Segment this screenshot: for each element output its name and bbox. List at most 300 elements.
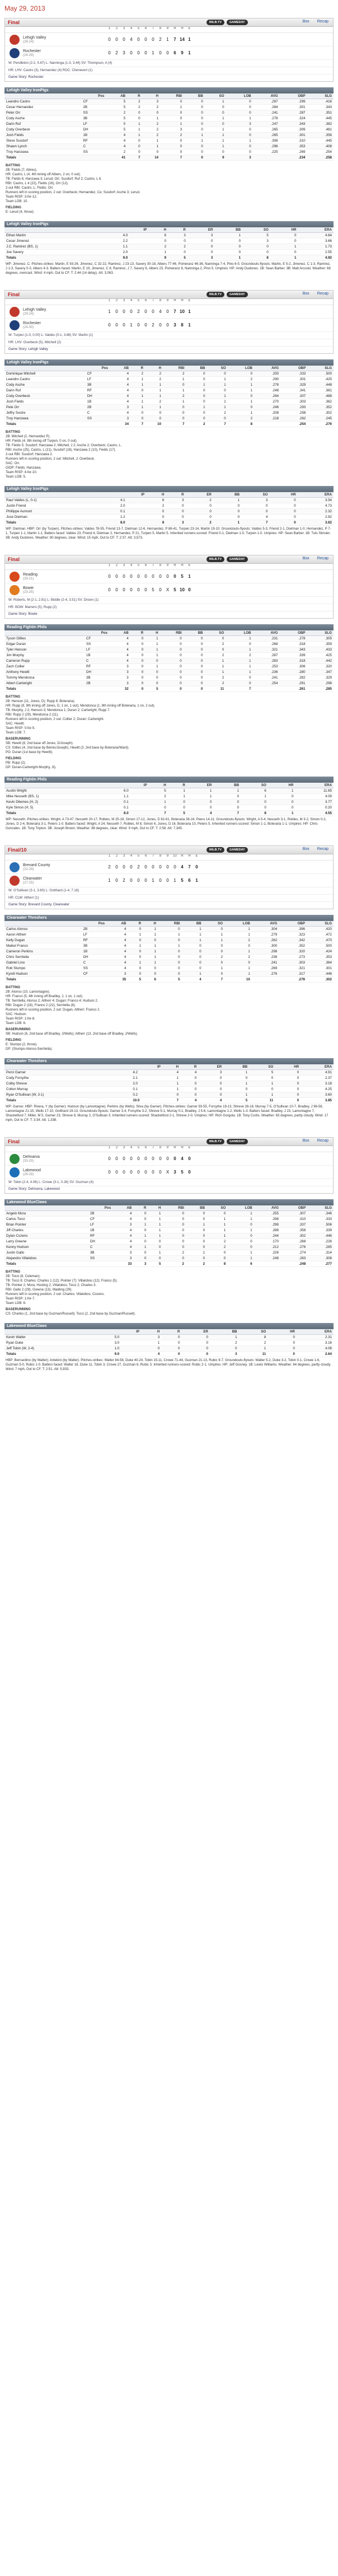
player-name-link[interactable]: Perci Garner	[4, 1070, 131, 1076]
stat-cell: 0	[130, 664, 145, 670]
stat-cell: .253	[253, 664, 280, 670]
stat-cell: 0	[162, 1217, 185, 1222]
player-name-link[interactable]: Troy Hanzawa	[4, 149, 82, 155]
stat-cell: 0	[184, 670, 205, 675]
column-header: OBP	[279, 921, 307, 927]
game-story-link[interactable]: Game Story: Bowie	[8, 613, 37, 616]
column-header: R	[133, 1205, 148, 1211]
stat-cell: 0	[205, 647, 226, 653]
team-name-text[interactable]: Rochester	[23, 49, 41, 53]
stat-cell: 1	[148, 1211, 162, 1217]
pitching-grid	[4, 1064, 334, 1104]
stat-cell: .310	[280, 138, 307, 144]
totals-cell: 1	[270, 255, 298, 261]
team-name-text[interactable]: Lehigh Valley	[23, 35, 46, 40]
player-name-link[interactable]: Kyrell Hudson	[4, 971, 82, 977]
inning-cell: 0	[137, 878, 140, 883]
player-name-link[interactable]: Gabriel Lino	[4, 960, 82, 966]
media-button[interactable]: GAMEDAY	[227, 557, 248, 562]
inning-cell: 0	[130, 878, 133, 883]
scoreboard-header	[5, 18, 333, 27]
player-name-link[interactable]: Ryan O'Sullivan (W, 3-1)	[4, 1092, 131, 1098]
inning-label: 5	[137, 299, 140, 302]
stat-cell: LF	[86, 377, 110, 382]
player-name-link[interactable]: Raul Valdes (L, 0-1)	[4, 498, 119, 503]
stat-cell: CF	[82, 971, 106, 977]
media-button[interactable]: MiLB.TV	[206, 847, 224, 853]
totals-cell: 7	[203, 977, 224, 983]
media-button[interactable]: GAMEDAY	[227, 20, 248, 25]
games-list	[4, 18, 334, 1374]
batting-table	[4, 359, 334, 427]
table-row	[4, 503, 334, 509]
team-name[interactable]	[20, 308, 106, 316]
player-name-link[interactable]: Kevin Ditemes (H, 2)	[4, 800, 122, 805]
team-name-text[interactable]: Clearwater	[23, 876, 42, 881]
stat-cell: 1	[227, 1228, 254, 1233]
total-cell: 0	[173, 574, 176, 579]
stat-cell: 4	[106, 960, 128, 966]
stat-cell: 2	[145, 377, 163, 382]
stat-cell: 2	[205, 642, 226, 647]
totals-cell: 9.0	[113, 1352, 142, 1357]
media-button[interactable]: MiLB.TV	[206, 557, 224, 562]
inning-cell: 0	[144, 864, 147, 869]
media-button[interactable]: GAMEDAY	[227, 1139, 248, 1144]
stat-cell: 4	[106, 144, 127, 149]
column-header: BB	[186, 1205, 206, 1211]
game-story-link[interactable]: Game Story: Brevard County, Clearwater	[8, 903, 69, 906]
team-name-text[interactable]: Delmarva	[23, 1154, 40, 1159]
totals-cell: 5	[168, 811, 187, 816]
stat-cell: 1	[187, 794, 214, 800]
stat-cell: .262	[252, 938, 279, 943]
team-logo-icon	[10, 585, 20, 595]
notes-line: Runners left in scoring position, 2 out: Dugan, Altherr; Franco 2.	[6, 1008, 101, 1012]
team-name-text[interactable]: Lakewood	[23, 1168, 41, 1172]
stat-cell: 1	[145, 647, 159, 653]
player-name-link[interactable]: Colton Murray	[4, 1087, 131, 1092]
team-name-text[interactable]: Reading	[23, 572, 38, 577]
stat-cell: .290	[254, 377, 280, 382]
game-story-link[interactable]: Game Story: Lehigh Valley	[8, 348, 48, 351]
team-name[interactable]	[20, 573, 106, 581]
notes-line: SB: Hudson (6, 2nd base off Bradley, J/Wells); Altherr (13, 2nd base off Bradley, J/Wells).	[6, 1032, 138, 1036]
stat-cell: 0	[226, 99, 253, 105]
inning-label: 6	[144, 299, 147, 302]
pitching-team-title: Lakewood BlueClaws	[4, 1323, 334, 1329]
player-name-link[interactable]: Steve Susdorf	[4, 138, 82, 144]
media-button[interactable]: MiLB.TV	[206, 20, 224, 25]
player-name-link[interactable]: Kenny Hudson	[4, 1245, 88, 1250]
stat-cell: .339	[307, 1228, 334, 1233]
totals-cell: 1	[214, 255, 242, 261]
stat-cell: 0	[269, 503, 297, 509]
game-story-link[interactable]: Game Story: Rochester	[8, 76, 44, 79]
player-name-link[interactable]: Ethan Martin	[4, 233, 121, 239]
totals-cell: 3	[226, 155, 253, 161]
player-name-link[interactable]: Pete Orr	[4, 405, 86, 410]
table-row	[4, 1228, 334, 1233]
player-name-link[interactable]: Tyson Gillies	[4, 636, 84, 642]
stat-cell: .472	[307, 932, 334, 938]
game-link-box[interactable]: Box	[302, 1139, 309, 1143]
stat-cell: 1	[133, 1245, 148, 1250]
stat-cell: 0	[186, 1217, 206, 1222]
table-row	[4, 932, 334, 938]
player-name-link[interactable]: Justin Friend	[4, 503, 119, 509]
inning-cell: 0	[152, 309, 154, 314]
team-name[interactable]	[20, 877, 106, 885]
player-name-link[interactable]: Jeff Tobin (W, 2-4)	[4, 1346, 113, 1352]
stat-cell: 0	[128, 955, 143, 960]
column-header	[4, 1205, 88, 1211]
player-name-link[interactable]: Austin Wright	[4, 788, 122, 794]
player-name-link[interactable]: Joe Savery	[4, 250, 121, 255]
stat-cell: 4.06	[297, 1346, 334, 1352]
game-story-link[interactable]: Game Story: Delmarva, Lakewood	[8, 1188, 60, 1191]
stat-cell: 1	[182, 938, 203, 943]
inning-cell: 1	[130, 322, 133, 328]
stat-cell: 6	[241, 788, 268, 794]
stat-cell: 1	[206, 1217, 227, 1222]
stat-cell: 0	[269, 509, 297, 515]
stat-cell: 0	[226, 133, 253, 138]
total-cell: 1	[188, 322, 191, 328]
inning-cell: 0	[137, 50, 140, 55]
scoreboard-header	[5, 555, 333, 564]
player-name-link[interactable]: Dominique Mitchell	[4, 371, 86, 377]
stat-cell: RF	[88, 1233, 112, 1239]
player-name-link[interactable]: Carlos Tocci	[4, 1217, 88, 1222]
player-name-link[interactable]: Jeffry Sostre	[4, 410, 86, 416]
linescore-row	[5, 33, 333, 46]
game-link-recap[interactable]: Recap	[317, 557, 328, 560]
table-row	[4, 636, 334, 642]
stat-cell: 1	[148, 1250, 162, 1256]
media-button[interactable]: GAMEDAY	[227, 847, 248, 853]
stat-cell: 0	[166, 515, 185, 520]
stat-cell: 2	[205, 681, 226, 686]
column-header: H	[145, 630, 159, 636]
column-header: HR	[270, 227, 298, 233]
stat-cell: 5	[242, 233, 270, 239]
player-name-link[interactable]: Zach Collier	[4, 664, 84, 670]
pitcher-decisions: W: Pendleton (2-2, 5.67) L: Nanninga (1-3, 3.44) SV: Thompson, A (4)	[5, 60, 333, 67]
inning-cell: 0	[166, 574, 169, 579]
stat-cell: 4	[109, 636, 130, 642]
player-name-link[interactable]: Phillippe Aumont	[4, 509, 119, 515]
notes-line: SB: Hewitt (8, 2nd base off Jones, D/Joseph).	[6, 742, 74, 745]
totals-cell	[84, 686, 109, 692]
inning-label: 3	[123, 27, 125, 30]
stat-cell: 0	[160, 647, 184, 653]
stat-cell: 0	[187, 244, 215, 250]
stat-cell: .320	[307, 664, 334, 670]
column-header: ER	[186, 492, 213, 498]
stat-cell: 0	[130, 681, 145, 686]
team-record: (33-20)	[23, 1159, 34, 1163]
player-name-link[interactable]: Edgar Duran	[4, 642, 84, 647]
player-name-link[interactable]: Maikel Franco	[4, 943, 82, 949]
player-name-link[interactable]: Mike Nesseth (BS, 1)	[4, 794, 122, 800]
notes-line: 2-out RBI: Susdorf; Hanzawa 2.	[6, 453, 53, 456]
inning-label: 4	[130, 27, 133, 30]
stat-cell: DH	[88, 1239, 112, 1245]
player-name-link[interactable]: Cody Forsythe	[4, 1076, 131, 1081]
table-row	[4, 394, 334, 399]
stat-cell: 2	[239, 1340, 268, 1346]
player-name-link[interactable]: Cody Overbeck	[4, 394, 86, 399]
stat-cell: 1	[130, 382, 145, 388]
player-name-link[interactable]: J.C. Ramirez (BS, 1)	[4, 244, 121, 250]
game-link-recap[interactable]: Recap	[317, 20, 328, 24]
inning-cell: 1	[166, 37, 169, 42]
stat-cell: 3	[142, 99, 161, 105]
player-name-link[interactable]: Angelo Mora	[4, 1211, 88, 1217]
stat-cell: 0	[267, 1335, 297, 1340]
media-button[interactable]: GAMEDAY	[227, 292, 248, 297]
team-name[interactable]	[20, 36, 106, 44]
stat-cell: .353	[280, 144, 307, 149]
total-cell: 0	[195, 864, 198, 869]
total-cell: 1	[188, 50, 191, 55]
column-header: SO	[206, 1205, 227, 1211]
game-link-recap[interactable]: Recap	[317, 847, 328, 851]
inning-label: 5	[137, 27, 140, 30]
stat-cell: 0	[203, 949, 224, 955]
stat-cell: 3	[112, 1256, 133, 1261]
header-row	[4, 1064, 334, 1070]
stat-cell: 2.2	[121, 239, 149, 244]
stat-cell: 4	[112, 1211, 133, 1217]
total-cell: 7	[173, 309, 176, 314]
team-name[interactable]	[20, 1155, 106, 1163]
stat-cell: 3	[109, 681, 130, 686]
stat-cell: .248	[254, 1256, 280, 1261]
stat-cell: 0	[269, 515, 297, 520]
table-row	[4, 943, 334, 949]
totals-cell: 2	[186, 520, 213, 526]
table-row	[4, 658, 334, 664]
total-cell: 1	[188, 574, 191, 579]
totals-cell: 0	[181, 1352, 210, 1357]
player-name-link[interactable]: Cesar Hernandez	[4, 105, 82, 110]
stat-cell: 0	[184, 144, 205, 149]
stat-cell: 2	[224, 938, 252, 943]
player-name-link[interactable]: Jose Dietman	[4, 515, 119, 520]
table-row	[4, 938, 334, 943]
stat-cell: 3	[166, 498, 185, 503]
team-name-text[interactable]: Brevard County	[23, 863, 50, 867]
totals-cell: .276	[307, 422, 334, 427]
inning-label: E	[188, 564, 191, 567]
player-name-link[interactable]: Larry Greene	[4, 1239, 88, 1245]
player-name-link[interactable]: Darin Ruf	[4, 121, 82, 127]
game-link-recap[interactable]: Recap	[317, 1139, 328, 1143]
column-header: SO	[249, 1064, 275, 1070]
player-name-link[interactable]: Chris Serritella	[4, 955, 82, 960]
inning-cell: 0	[108, 1170, 111, 1175]
stat-cell: 4	[110, 388, 130, 394]
stat-cell: 1.1	[121, 244, 149, 250]
stat-cell: .270	[254, 399, 280, 405]
stat-cell: 0	[275, 1081, 301, 1087]
player-name-link[interactable]: Kyle Simon (H, 5)	[4, 805, 122, 811]
notes-line: 2B: Tocci (8, Coleman).	[6, 1275, 41, 1278]
inning-cell: 4	[159, 309, 162, 314]
inning-label: 1	[108, 1146, 111, 1149]
player-name-link[interactable]: Rob Stumpo	[4, 966, 82, 971]
media-button[interactable]: MiLB.TV	[206, 1139, 224, 1144]
notes-line: Runners left in scoring position, 2 out: Collier 2; Duran; Cartwright.	[6, 718, 105, 721]
inning-label: H	[181, 299, 184, 302]
team-name[interactable]	[20, 49, 106, 57]
table-row	[4, 116, 334, 121]
stat-cell: 2B	[82, 927, 106, 932]
stat-cell: 4	[180, 1070, 198, 1076]
team-name-text[interactable]: Bowie	[23, 586, 34, 590]
notes-line: Team LOB: 6.	[6, 1022, 26, 1025]
column-header: RBI	[160, 93, 184, 99]
player-name-link[interactable]: Tyler Henson	[4, 647, 84, 653]
stat-cell: 1	[182, 932, 203, 938]
game-link-box[interactable]: Box	[302, 847, 309, 851]
total-cell: 1	[188, 309, 191, 314]
notes-line: TB: Serritella; Alonso 2; Altherr 4; Dugan; Franco 4; Hudson 2.	[6, 999, 98, 1003]
player-name-link[interactable]: Tommy Mendonca	[4, 675, 84, 681]
stat-cell: 0	[186, 515, 213, 520]
totals-cell: 7	[163, 422, 186, 427]
totals-cell: 32	[109, 686, 130, 692]
stat-cell: .287	[280, 110, 307, 116]
stat-cell: 3	[109, 664, 130, 670]
pitching-grid	[4, 1329, 334, 1357]
game-link-box[interactable]: Box	[302, 292, 309, 296]
player-name-link[interactable]: Aaron Altherr	[4, 932, 82, 938]
notes-line: TB: Fields 5; Susdorf; Hanzawa 2; Mitchell, J 2; Asche 2; Overbeck; Castro, L.	[6, 444, 122, 447]
player-name-link[interactable]: Cameron Perkins	[4, 949, 82, 955]
notes-line: DP: (Stumpo-Alonso-Serritella).	[6, 1048, 53, 1051]
team-name-text[interactable]: Lehigh Valley	[23, 307, 46, 312]
column-header: BB	[182, 921, 203, 927]
stat-cell: 0	[227, 1233, 254, 1239]
player-name-link[interactable]: Cesar Jimenez	[4, 239, 121, 244]
player-name-link[interactable]: Leandro Castro	[4, 377, 86, 382]
player-name-link[interactable]: Cody Overbeck	[4, 127, 82, 133]
team-name-text[interactable]: Rochester	[23, 321, 41, 325]
player-name-link[interactable]: Leandro Castro	[4, 99, 82, 105]
stat-cell: .236	[253, 670, 280, 675]
stat-cell: .236	[252, 955, 279, 960]
player-name-link[interactable]: Darin Ruf	[4, 388, 86, 394]
column-header	[4, 227, 121, 233]
player-name-link[interactable]: Jim Murphy	[4, 653, 84, 658]
media-button[interactable]: MiLB.TV	[206, 292, 224, 297]
inning-cell: 0	[108, 50, 111, 55]
player-name-link[interactable]: Shawn Lynch	[4, 144, 82, 149]
stat-cell: 3.66	[298, 239, 334, 244]
player-name-link[interactable]: Cameron Rupp	[4, 658, 84, 664]
stat-cell: 3	[112, 1250, 133, 1256]
player-name-link[interactable]: Alejandro Villalobos	[4, 1256, 88, 1261]
stat-cell: 2B	[86, 405, 110, 410]
player-name-link[interactable]: Troy Hanzawa	[4, 416, 86, 422]
column-header: LOB	[226, 93, 253, 99]
player-name-link[interactable]: Justin Gallo	[4, 1250, 88, 1256]
game-link-box[interactable]: Box	[302, 20, 309, 24]
player-name-link[interactable]: Dylan Cozens	[4, 1233, 88, 1239]
inning-cell: 0	[166, 322, 169, 328]
stat-cell: 0	[198, 1087, 223, 1092]
stat-cell: 0	[130, 642, 145, 647]
player-name-link[interactable]: Carlos Alonso	[4, 927, 82, 932]
game-link-box[interactable]: Box	[302, 557, 309, 560]
inning-label: 2	[115, 27, 118, 30]
stat-cell: 0	[166, 503, 185, 509]
stat-cell: SS	[82, 966, 106, 971]
stat-cell: 0	[213, 503, 241, 509]
game-link-recap[interactable]: Recap	[317, 292, 328, 296]
stat-cell: 0	[268, 805, 295, 811]
stat-cell: 2	[106, 110, 127, 116]
media-buttons	[206, 1139, 248, 1144]
player-name-link[interactable]: Kelly Dugan	[4, 938, 82, 943]
stat-cell: 2	[206, 1245, 227, 1250]
player-name-link[interactable]: Josh Fields	[4, 399, 86, 405]
player-name-link[interactable]: Ryan Duke	[4, 1340, 113, 1346]
column-header: SO	[239, 1329, 268, 1335]
player-name-link[interactable]: Colby Shreve	[4, 1081, 131, 1087]
stat-cell: .264	[254, 394, 280, 399]
player-name-link[interactable]: Brian Pointer	[4, 1222, 88, 1228]
stat-cell: 0	[187, 805, 214, 811]
stat-cell: .352	[307, 405, 334, 410]
stat-cell: 4	[110, 371, 130, 377]
team-name[interactable]	[20, 1168, 106, 1176]
batting-notes	[4, 1267, 334, 1319]
stat-cell: 4	[110, 399, 130, 405]
inning-cell: 0	[137, 1170, 140, 1175]
player-name-link[interactable]: Jiff Charles	[4, 1228, 88, 1233]
totals-cell: 4	[187, 811, 214, 816]
player-name-link[interactable]: Anthony Hewitt	[4, 670, 84, 675]
team-name[interactable]	[20, 863, 106, 871]
total-cell: 5	[181, 878, 184, 883]
column-header: IP	[121, 227, 149, 233]
team-name[interactable]	[20, 586, 106, 594]
stat-cell: 0	[270, 250, 298, 255]
team-name[interactable]	[20, 321, 106, 329]
column-header: AB	[106, 921, 128, 927]
totals-row	[4, 422, 334, 427]
player-name-link[interactable]: Cody Asche	[4, 382, 86, 388]
stat-cell: 0	[145, 658, 159, 664]
stat-cell: 4	[106, 927, 128, 932]
player-name-link[interactable]: Albert Cartwright	[4, 681, 84, 686]
stat-cell: 0	[158, 927, 182, 932]
player-name-link[interactable]: Peter Orr	[4, 110, 82, 116]
stat-cell: 0	[214, 239, 242, 244]
player-name-link[interactable]: Josh Fields	[4, 133, 82, 138]
player-name-link[interactable]: Kevin Walter	[4, 1335, 113, 1340]
stat-cell: 0	[205, 149, 226, 155]
column-header: Pos	[86, 366, 110, 371]
stat-cell: .225	[253, 149, 280, 155]
stat-cell: 3B	[84, 675, 109, 681]
player-name-link[interactable]: Cody Asche	[4, 116, 82, 121]
stat-cell: .248	[254, 388, 280, 394]
